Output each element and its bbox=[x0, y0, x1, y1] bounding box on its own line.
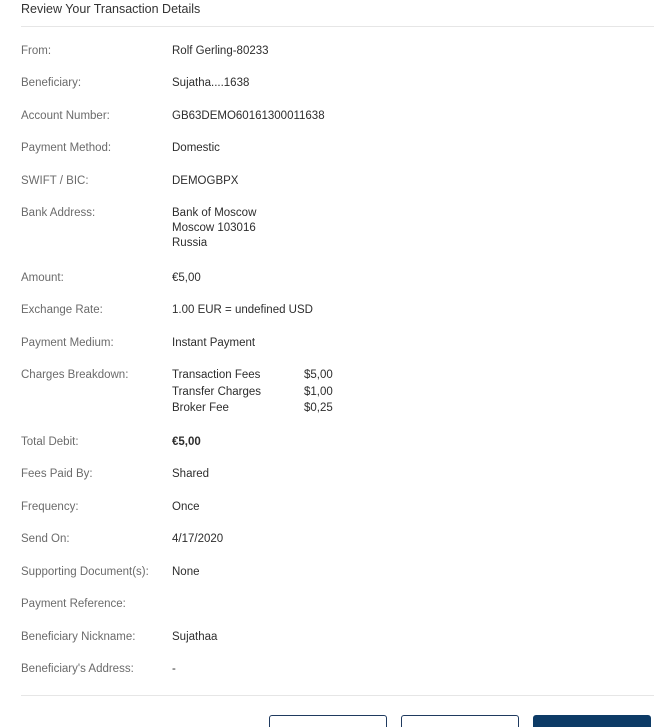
total-debit-label: Total Debit: bbox=[21, 436, 79, 448]
fees-paid-by-label: Fees Paid By: bbox=[21, 468, 93, 480]
amount-value: €5,00 bbox=[172, 272, 201, 284]
charge-name: Broker Fee bbox=[172, 402, 229, 414]
exchange-rate-value: 1.00 EUR = undefined USD bbox=[172, 304, 313, 316]
bank-address-line-2: Moscow 103016 bbox=[172, 222, 256, 234]
beneficiary-nickname-value: Sujathaa bbox=[172, 631, 218, 643]
footer-primary-button[interactable] bbox=[533, 715, 651, 727]
bank-address-label: Bank Address: bbox=[21, 207, 96, 219]
bank-address-line-1: Bank of Moscow bbox=[172, 207, 257, 219]
bank-address-line-3: Russia bbox=[172, 237, 208, 249]
beneficiary-nickname-label: Beneficiary Nickname: bbox=[21, 631, 136, 643]
swift-bic-value: DEMOGBPX bbox=[172, 175, 239, 187]
payment-reference-label: Payment Reference: bbox=[21, 598, 126, 610]
payment-method-value: Domestic bbox=[172, 142, 220, 154]
footer-divider bbox=[21, 695, 654, 696]
beneficiary-address-label: Beneficiary's Address: bbox=[21, 663, 134, 675]
charge-item bbox=[172, 368, 342, 385]
charge-item bbox=[172, 385, 342, 402]
send-on-label: Send On: bbox=[21, 533, 70, 545]
charges-breakdown-list bbox=[172, 368, 342, 418]
footer-secondary-button-2[interactable] bbox=[401, 715, 519, 727]
bank-address-value bbox=[172, 206, 256, 251]
fees-paid-by-value: Shared bbox=[172, 468, 210, 480]
charges-breakdown-label: Charges Breakdown: bbox=[21, 369, 129, 381]
total-debit-value: €5,00 bbox=[172, 436, 201, 448]
charge-amount: $1,00 bbox=[304, 385, 333, 398]
beneficiary-value: Sujatha....1638 bbox=[172, 77, 250, 89]
page-title: Review Your Transaction Details bbox=[21, 2, 201, 16]
charge-amount: $0,25 bbox=[304, 402, 333, 414]
charge-name: Transfer Charges bbox=[172, 385, 262, 398]
exchange-rate-label: Exchange Rate: bbox=[21, 304, 103, 316]
beneficiary-address-value: - bbox=[172, 663, 176, 675]
supporting-documents-value: None bbox=[172, 566, 200, 578]
payment-medium-value: Instant Payment bbox=[172, 337, 256, 349]
payment-method-label: Payment Method: bbox=[21, 142, 112, 154]
account-number-value: GB63DEMO60161300011638 bbox=[172, 110, 325, 122]
frequency-label: Frequency: bbox=[21, 501, 79, 513]
account-number-label: Account Number: bbox=[21, 110, 110, 122]
frequency-value: Once bbox=[172, 501, 200, 513]
beneficiary-label: Beneficiary: bbox=[21, 77, 82, 89]
supporting-documents-label: Supporting Document(s): bbox=[21, 566, 149, 578]
charge-amount: $5,00 bbox=[304, 369, 333, 381]
charge-item bbox=[172, 401, 342, 418]
charge-name: Transaction Fees bbox=[172, 369, 261, 381]
send-on-value: 4/17/2020 bbox=[172, 533, 224, 545]
from-value: Rolf Gerling-80233 bbox=[172, 45, 269, 57]
amount-label: Amount: bbox=[21, 272, 64, 284]
swift-bic-label: SWIFT / BIC: bbox=[21, 175, 89, 187]
footer-secondary-button-1[interactable] bbox=[269, 715, 387, 727]
payment-medium-label: Payment Medium: bbox=[21, 337, 114, 349]
header-divider bbox=[21, 26, 654, 27]
from-label: From: bbox=[21, 45, 52, 57]
